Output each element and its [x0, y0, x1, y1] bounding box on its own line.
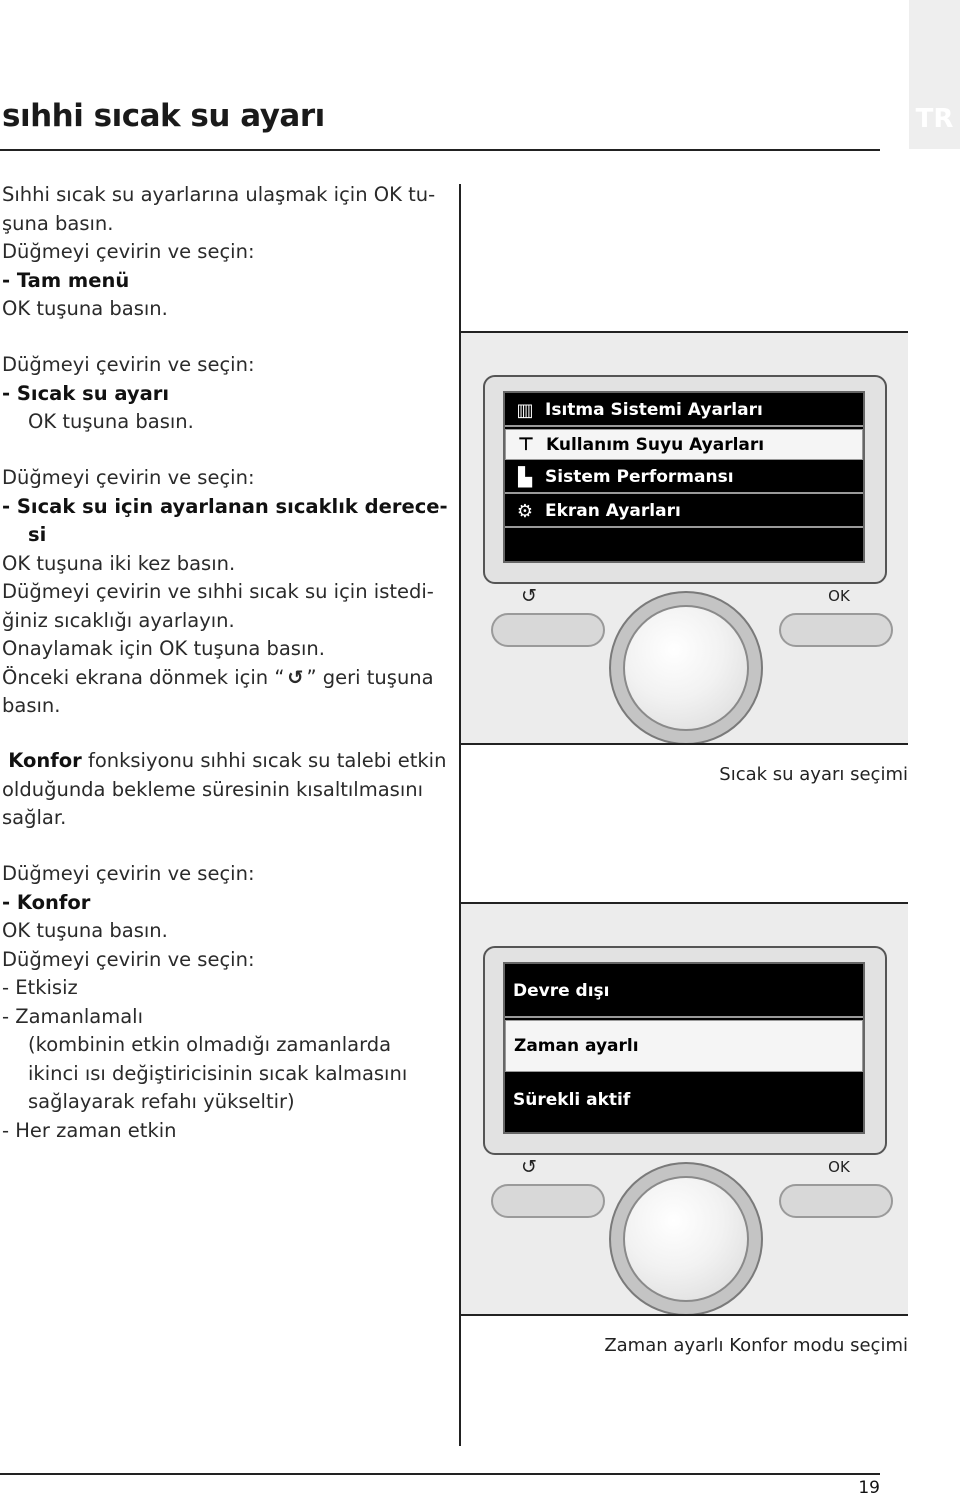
title-divider [0, 149, 880, 151]
option-zamanlamali: - Zamanlamalı [2, 1004, 143, 1028]
text-line: fonksiyonu sıhhi sıcak su talebi etkin [81, 749, 447, 772]
text-line: OK tuşuna basın. [28, 410, 194, 433]
radiator-icon: ▥ [516, 399, 534, 421]
instructions-block-3 [2, 464, 448, 721]
back-arrow-icon: ↺ [521, 585, 537, 607]
menu-option-sicak-su-ayari: - Sıcak su ayarı [2, 381, 170, 405]
text-line: Düğmeyi çevirin ve seçin: [2, 947, 255, 971]
text-line: ğiniz sıcaklığı ayarlayın. [2, 608, 235, 632]
ok-button[interactable] [779, 1184, 893, 1218]
option-etkisiz: - Etkisiz [2, 976, 78, 999]
chart-icon: ▙ [518, 466, 532, 488]
page-title: sıhhi sıcak su ayarı [2, 98, 325, 134]
gears-icon: ⚙ [516, 500, 534, 522]
text-line: OK tuşuna basın. [2, 297, 168, 320]
selector-knob[interactable] [609, 591, 763, 745]
text-line: olduğunda bekleme süresinin kısaltılmasını [2, 777, 424, 801]
figure-caption: Zaman ayarlı Konfor modu seçimi [604, 1335, 908, 1356]
text-line: şuna basın. [2, 211, 114, 235]
figure-bottom-rule [461, 743, 908, 745]
display-screen [503, 962, 865, 1134]
instructions-block-5 [2, 860, 418, 1145]
selector-knob[interactable] [609, 1162, 763, 1316]
text-line: (kombinin etkin olmadığı zamanlarda [28, 1033, 392, 1056]
text-line: Düğmeyi çevirin ve seçin: [2, 862, 255, 885]
text-line: Düğmeyi çevirin ve seçin: [2, 466, 255, 489]
konfor-term: Konfor [8, 749, 82, 772]
back-arrow-icon: ↺ [287, 665, 304, 689]
text-line: basın. [2, 694, 61, 717]
option-her-zaman-etkin: - Her zaman etkin [2, 1118, 177, 1142]
knob-center [623, 605, 749, 731]
back-button[interactable] [491, 613, 605, 647]
screen-bezel [483, 946, 887, 1155]
text-line: Düğmeyi çevirin ve seçin: [2, 240, 255, 263]
menu-item-selected[interactable]: ⊤ Kullanım Suyu Ayarları [505, 429, 863, 460]
page-number: 19 [858, 1478, 880, 1498]
menu-item-selected[interactable]: Zaman ayarlı [505, 1020, 863, 1072]
menu-item[interactable]: ⚙ Ekran Ayarları [505, 496, 863, 528]
text-line: OK tuşuna basın. [2, 919, 168, 942]
text-line: Onaylamak için OK tuşuna basın. [2, 637, 325, 660]
display-screen [503, 391, 865, 563]
text-line: Düğmeyi çevirin ve seçin: [2, 353, 255, 376]
text-line: sağlayarak refahı yükseltir) [28, 1090, 295, 1113]
menu-item[interactable]: ▥ Isıtma Sistemi Ayarları [505, 395, 863, 427]
ok-button[interactable] [779, 613, 893, 647]
back-arrow-icon: ↺ [521, 1156, 537, 1178]
text-line: Düğmeyi çevirin ve sıhhi sıcak su için istedi- [2, 580, 434, 603]
text-line: Sıhhi sıcak su ayarlarına ulaşmak için OK tu- [2, 183, 436, 206]
menu-option-temperature: - Sıcak su için ayarlanan sıcaklık derece- [2, 494, 448, 518]
instructions-block-4 [2, 747, 447, 833]
menu-option-konfor: - Konfor [2, 890, 91, 914]
ok-button-label: OK [828, 1158, 850, 1176]
menu-item[interactable]: Sürekli aktif [513, 1090, 631, 1110]
thermostat-figure-2 [461, 904, 908, 1314]
menu-item[interactable]: ▙ Sistem Performansı [505, 462, 863, 494]
text-line: ” geri tuşuna [306, 665, 434, 689]
knob-center [623, 1176, 749, 1302]
text-line: OK tuşuna iki kez basın. [2, 551, 236, 575]
instructions-block-1 [2, 181, 436, 324]
ok-button-label: OK [828, 587, 850, 605]
instructions-block-2 [2, 351, 418, 437]
text-line: sağlar. [2, 806, 67, 829]
text-line: ikinci ısı değiştiricisinin sıcak kalmasını [28, 1061, 408, 1085]
figure-bottom-rule [461, 1314, 908, 1316]
back-button[interactable] [491, 1184, 605, 1218]
text-line: Önceki ekrana dönmek için “ [2, 665, 285, 689]
thermostat-figure-1 [461, 333, 908, 743]
tap-icon: ⊤ [517, 434, 535, 455]
menu-option-tam-menu: - Tam menü [2, 268, 130, 292]
menu-item[interactable]: Devre dışı [505, 966, 863, 1018]
figure-caption: Sıcak su ayarı seçimi [719, 764, 908, 785]
screen-bezel [483, 375, 887, 584]
language-badge-label: TR [915, 104, 954, 134]
menu-option-temperature-cont: si [28, 523, 47, 546]
footer-rule [0, 1473, 880, 1475]
